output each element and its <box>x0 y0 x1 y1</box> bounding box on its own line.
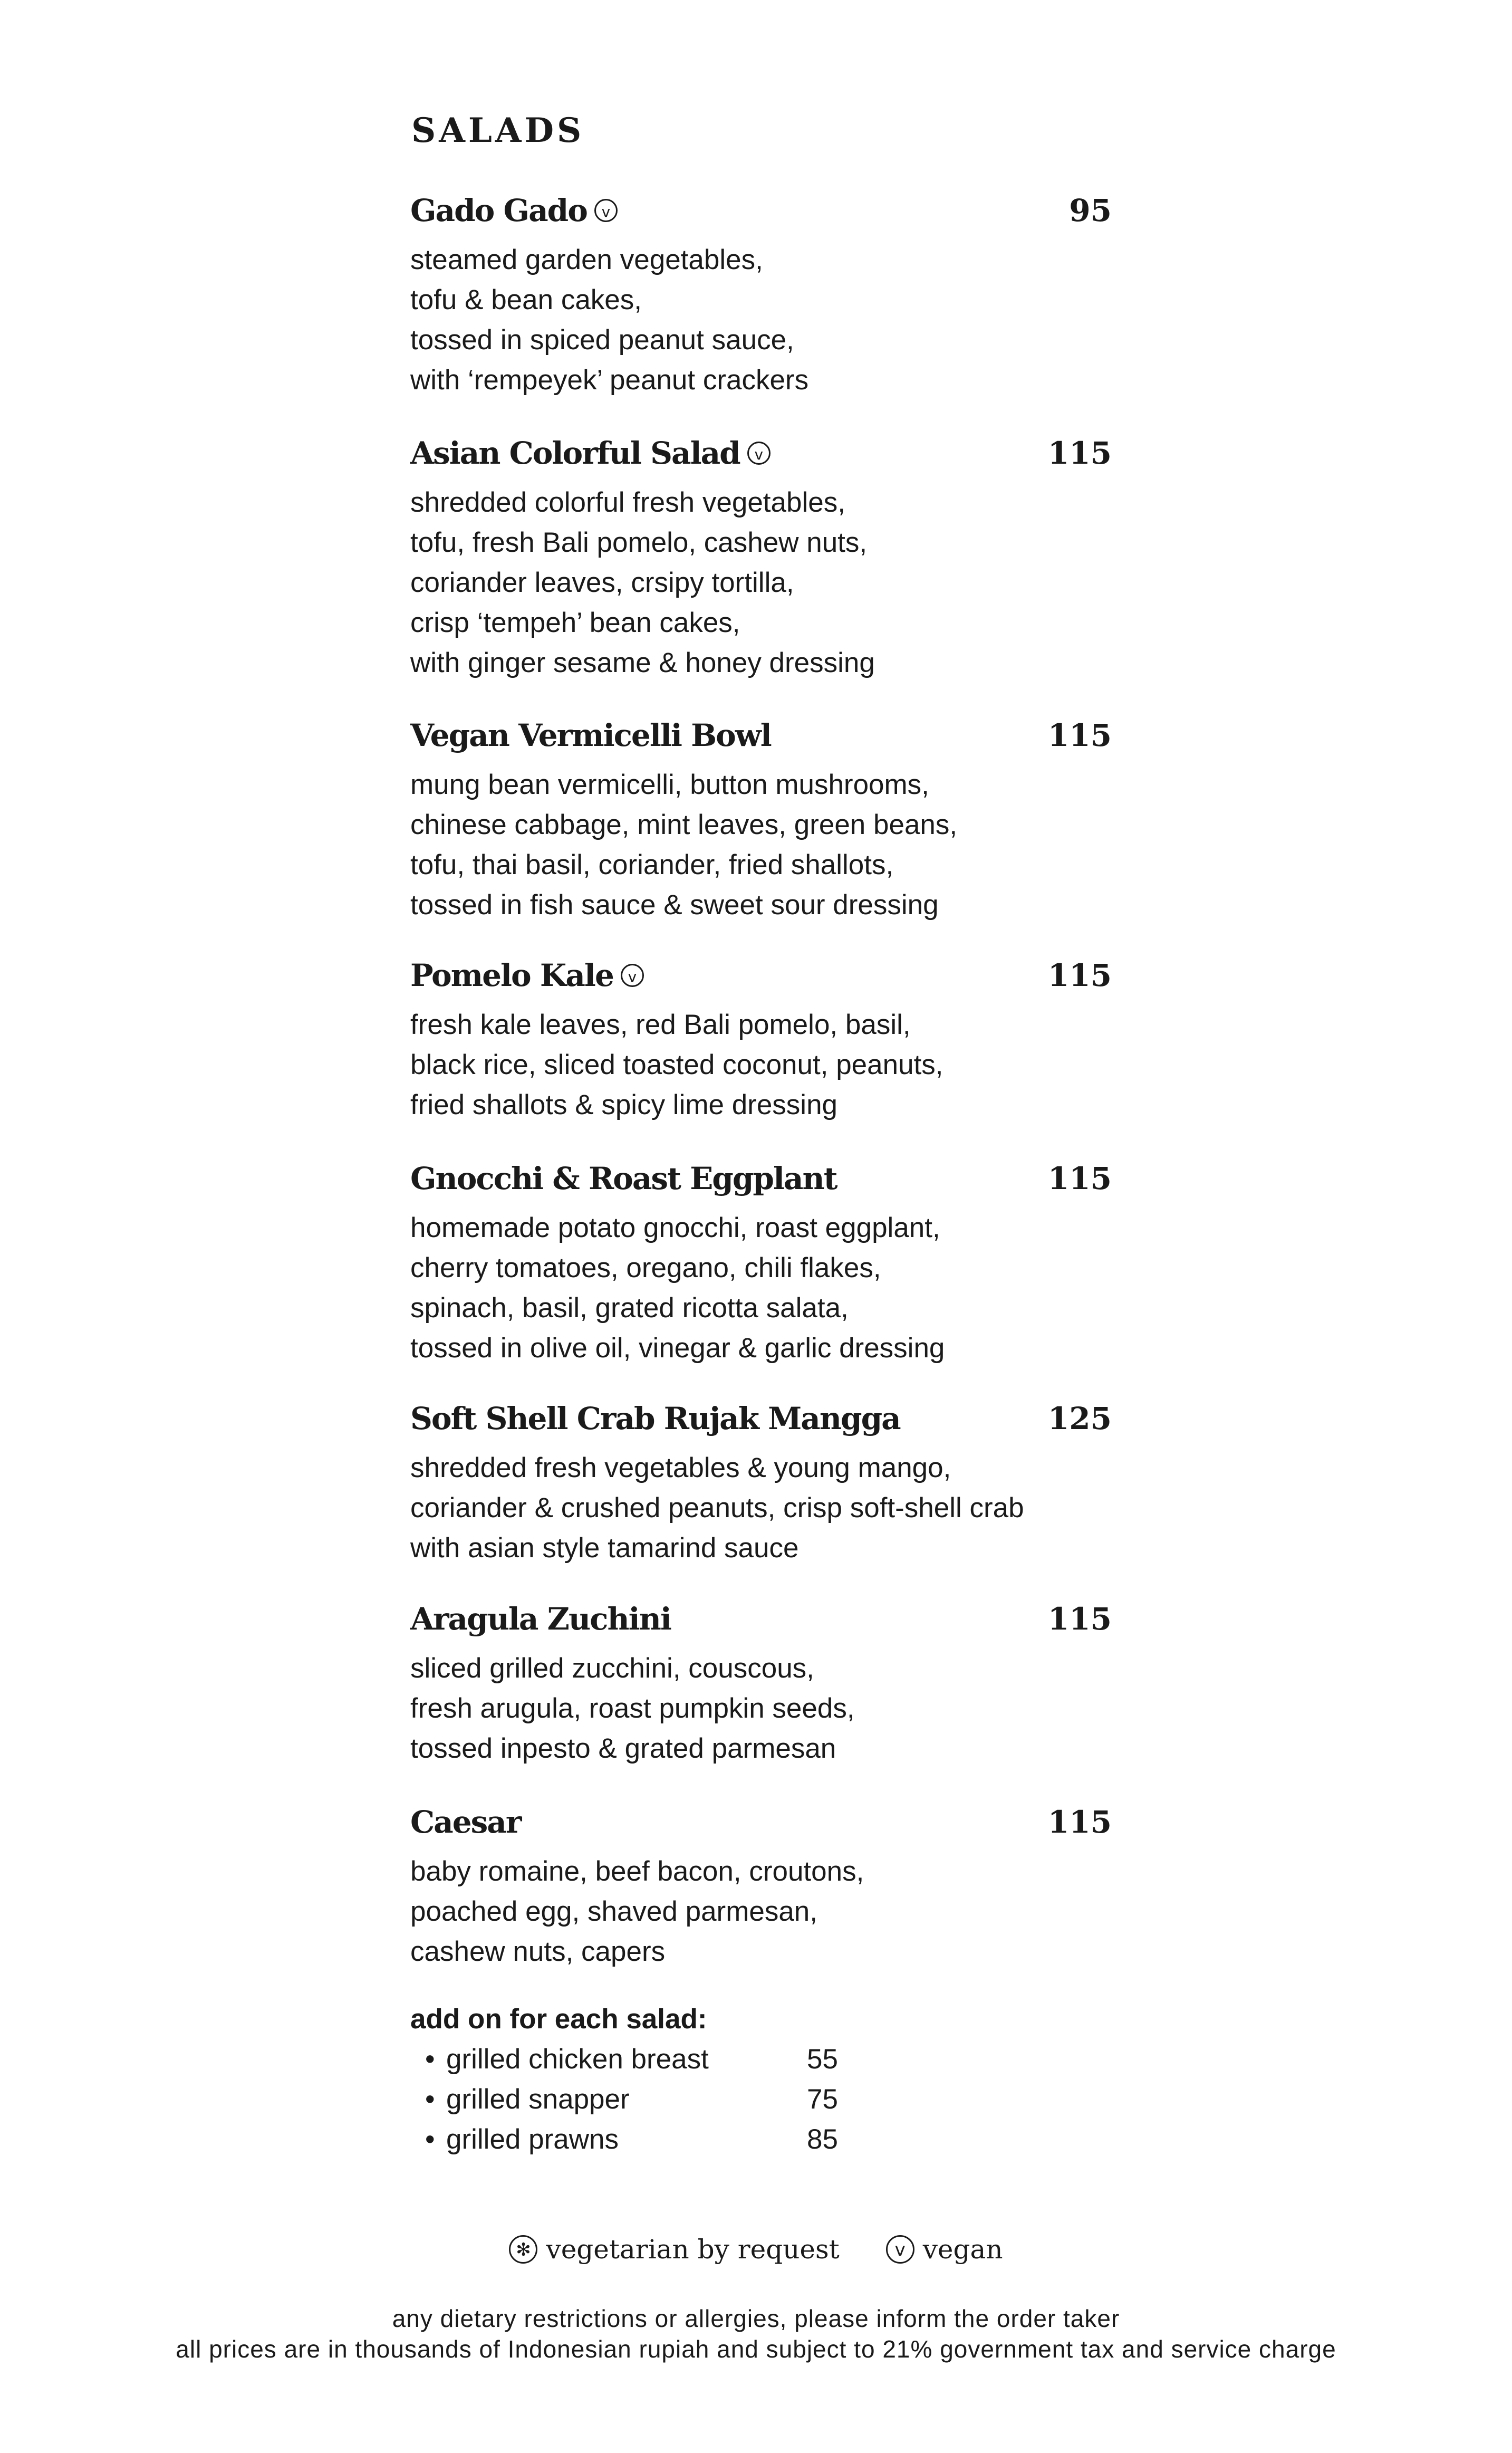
menu-item-price: 115 <box>1047 1804 1112 1840</box>
legend-vegetarian-label: vegetarian by request <box>546 2234 840 2265</box>
menu-item-name-text: Aragula Zuchini <box>410 1601 671 1637</box>
menu-item-description-line: poached egg, shaved parmesan, <box>410 1896 817 1927</box>
menu-item-header <box>410 957 1112 1005</box>
menu-item-description-line: black rice, sliced toasted coconut, peanuts, <box>410 1049 943 1080</box>
addon-price: 75 <box>807 2084 838 2115</box>
addon-price: 55 <box>807 2044 838 2075</box>
vegan-icon: v <box>621 964 644 987</box>
addon-section <box>410 1999 885 2160</box>
menu-item-price: 95 <box>1069 193 1112 228</box>
addon-label: grilled prawns <box>446 2124 619 2155</box>
addon-price: 85 <box>807 2124 838 2155</box>
vegetarian-icon: ✻ <box>509 2235 537 2264</box>
menu-item <box>410 1401 1112 1568</box>
addon-bullet: • <box>425 2124 435 2155</box>
menu-item-description-line: with ‘rempeyek’ peanut crackers <box>410 365 809 396</box>
addon-label: grilled chicken breast <box>446 2044 709 2075</box>
section-title: SALADS <box>411 111 585 150</box>
menu-item-description-line: mung bean vermicelli, button mushrooms, <box>410 769 929 800</box>
menu-item-name <box>410 435 771 471</box>
menu-item <box>410 1601 1112 1769</box>
menu-item-description-line: tossed inpesto & grated parmesan <box>410 1733 836 1764</box>
menu-item-description-line: cherry tomatoes, oregano, chili flakes, <box>410 1252 881 1283</box>
menu-item-description-line: with asian style tamarind sauce <box>410 1532 799 1564</box>
menu-item <box>410 957 1112 1125</box>
menu-item-price: 115 <box>1047 1161 1112 1196</box>
menu-item-description-line: tossed in olive oil, vinegar & garlic dressing <box>410 1333 945 1364</box>
menu-item-header <box>410 1401 1112 1448</box>
menu-item-description-line: cashew nuts, capers <box>410 1936 666 1967</box>
addon-row <box>410 2039 885 2080</box>
menu-item-description-line: tofu, thai basil, coriander, fried shallots, <box>410 849 894 880</box>
menu-item <box>410 717 1112 925</box>
menu-item-price: 115 <box>1047 1601 1112 1637</box>
menu-item-description-line: with ginger sesame & honey dressing <box>410 647 875 678</box>
legend-vegetarian <box>509 2234 839 2265</box>
menu-item-description-line: coriander & crushed peanuts, crisp soft-shell crab <box>410 1492 1024 1523</box>
addon-bullet: • <box>425 2044 435 2075</box>
dietary-legend <box>0 2231 1512 2265</box>
menu-item-name-text: Asian Colorful Salad <box>410 435 740 471</box>
legend-vegan-label: vegan <box>922 2234 1003 2265</box>
menu-item-name <box>410 717 771 753</box>
menu-item-description-line: homemade potato gnocchi, roast eggplant, <box>410 1212 940 1243</box>
menu-item <box>410 1804 1112 1972</box>
menu-item-name-text: Vegan Vermicelli Bowl <box>410 717 771 753</box>
menu-item-header <box>410 193 1112 240</box>
addon-title: add on for each salad: <box>410 2004 707 2035</box>
menu-item-name-text: Soft Shell Crab Rujak Mangga <box>410 1401 900 1436</box>
menu-item-description-line: sliced grilled zucchini, couscous, <box>410 1653 814 1684</box>
menu-item-price: 115 <box>1047 957 1112 993</box>
legend-vegan <box>886 2234 1003 2265</box>
menu-item <box>410 435 1112 683</box>
vegan-icon: v <box>747 442 771 465</box>
menu-item-description-line: shredded colorful fresh vegetables, <box>410 487 845 518</box>
menu-item-name-text: Gnocchi & Roast Eggplant <box>410 1161 837 1196</box>
menu-item-name <box>410 1401 900 1436</box>
menu-item-header <box>410 1161 1112 1208</box>
menu-item-description-line: tofu & bean cakes, <box>410 284 642 315</box>
menu-item-price: 115 <box>1047 717 1112 753</box>
menu-item-name <box>410 1601 671 1637</box>
menu-item-name <box>410 193 618 228</box>
menu-item-description-line: tossed in spiced peanut sauce, <box>410 324 794 356</box>
menu-item-description-line: chinese cabbage, mint leaves, green beans, <box>410 809 958 840</box>
menu-item-description-line: tossed in fish sauce & sweet sour dressing <box>410 889 939 921</box>
footer-price-note: all prices are in thousands of Indonesian rupiah and subject to 21% government tax and service charge <box>176 2335 1336 2363</box>
addon-row <box>410 2080 885 2120</box>
addon-row <box>410 2120 885 2160</box>
menu-item-name-text: Pomelo Kale <box>410 957 613 993</box>
menu-item-price: 125 <box>1047 1401 1112 1436</box>
menu-item-header <box>410 1804 1112 1852</box>
addon-label: grilled snapper <box>446 2084 630 2115</box>
menu-item-description-line: spinach, basil, grated ricotta salata, <box>410 1292 849 1324</box>
menu-item <box>410 1161 1112 1368</box>
menu-item-description-line: fresh kale leaves, red Bali pomelo, basil, <box>410 1009 911 1040</box>
menu-item-description-line: coriander leaves, crsipy tortilla, <box>410 567 794 598</box>
menu-item-description-line: fresh arugula, roast pumpkin seeds, <box>410 1693 855 1724</box>
menu-item <box>410 193 1112 400</box>
addon-bullet: • <box>425 2084 435 2115</box>
menu-item-name <box>410 957 644 993</box>
menu-item-description-line: shredded fresh vegetables & young mango, <box>410 1452 951 1483</box>
menu-item-header <box>410 1601 1112 1649</box>
menu-item-name <box>410 1804 521 1840</box>
vegan-icon: v <box>594 199 618 222</box>
vegan-icon: v <box>886 2235 914 2264</box>
menu-item-name-text: Caesar <box>410 1804 521 1840</box>
menu-item-description-line: crisp ‘tempeh’ bean cakes, <box>410 607 740 638</box>
menu-item-name <box>410 1161 837 1196</box>
menu-item-name-text: Gado Gado <box>410 193 587 228</box>
menu-item-description-line: steamed garden vegetables, <box>410 244 763 275</box>
menu-item-header <box>410 717 1112 765</box>
menu-item-description-line: baby romaine, beef bacon, croutons, <box>410 1856 864 1887</box>
menu-item-header <box>410 435 1112 483</box>
menu-item-price: 115 <box>1047 435 1112 471</box>
menu-item-description-line: fried shallots & spicy lime dressing <box>410 1089 838 1120</box>
footer-allergy-note: any dietary restrictions or allergies, please inform the order taker <box>392 2305 1120 2332</box>
menu-item-description-line: tofu, fresh Bali pomelo, cashew nuts, <box>410 527 868 558</box>
